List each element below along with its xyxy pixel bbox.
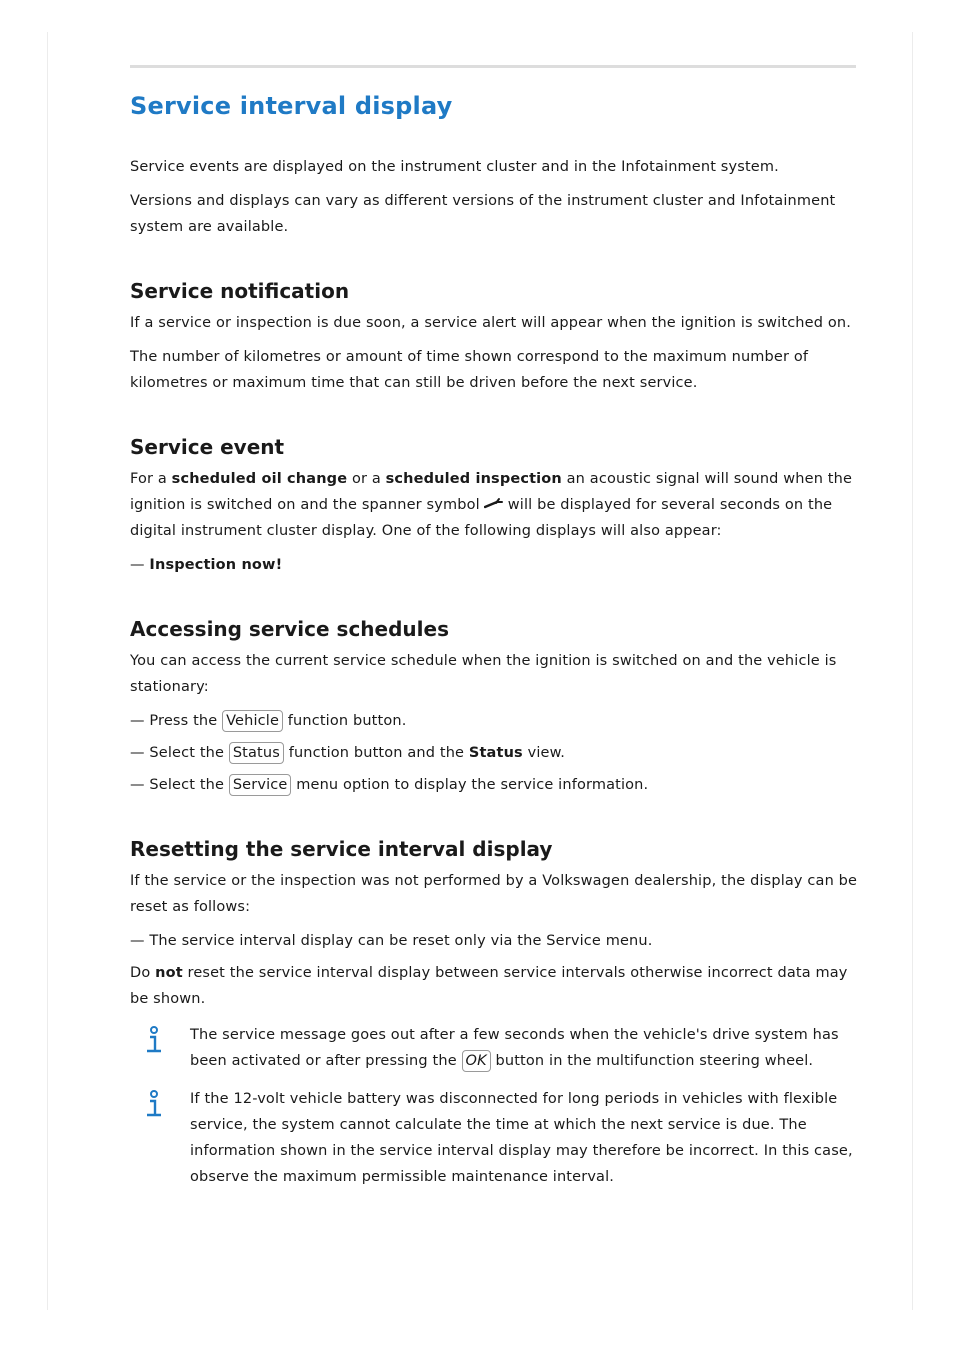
status-key: Status [229, 742, 284, 764]
step-2: — Select the Status function button and the Status view. [130, 740, 860, 766]
notification-paragraph-2: The number of kilometres or amount of time shown correspond to the maximum number of kilometres or maximum time that can still be driven before the next service. [130, 349, 809, 391]
section-heading-event: Service event [130, 435, 285, 459]
intro-paragraph-2: Versions and displays can vary as different versions of the instrument cluster and Infotainment system are available. [130, 193, 836, 235]
note-2 [130, 1086, 860, 1190]
section-heading-resetting: Resetting the service interval display [130, 837, 553, 861]
ok-key: OK [462, 1050, 491, 1072]
page-title: Service interval display [130, 92, 453, 120]
resetting-paragraph-1: If the service or the inspection was not performed by a Volkswagen dealership, the display can be reset as follows: [130, 873, 858, 915]
info-icon [142, 1090, 166, 1120]
event-paragraph: For a scheduled oil change or a scheduled inspection an acoustic signal will sound when the ignition is switched on and the spanner symbol will be displayed for several seconds on the digital instrument cluster display. One of the following displays will also appear: [130, 471, 853, 539]
vehicle-key: Vehicle [222, 710, 283, 732]
event-display-item: — Inspection now! [130, 557, 283, 573]
note-1 [130, 1022, 860, 1074]
step-1: — Press the Vehicle function button. [130, 708, 860, 734]
intro-paragraph-1: Service events are displayed on the instrument cluster and in the Infotainment system. [130, 159, 779, 175]
section-heading-notification: Service notification [130, 279, 350, 303]
notification-paragraph-1: If a service or inspection is due soon, a service alert will appear when the ignition is switched on. [130, 315, 851, 331]
bold-inspection: scheduled inspection [385, 471, 562, 487]
wrench-icon [484, 492, 504, 518]
step-3: — Select the Service menu option to display the service information. [130, 772, 860, 798]
resetting-paragraph-2: Do not reset the service interval display between service intervals otherwise incorrect data may be shown. [130, 965, 848, 1007]
resetting-step: — The service interval display can be reset only via the Service menu. [130, 933, 653, 949]
note-2-text: If the 12-volt vehicle battery was disconnected for long periods in vehicles with flexible service, the system cannot calculate the time at which the next service is due. The information shown in the service interval display may therefore be incorrect. In this case, observe the maximum permissible maintenance interval. [190, 1091, 853, 1185]
accessing-paragraph: You can access the current service schedule when the ignition is switched on and the vehicle is stationary: [130, 653, 837, 695]
page-content [130, 88, 860, 1202]
page-margin-left [47, 32, 48, 1310]
info-icon [142, 1026, 166, 1056]
header-rule [130, 65, 856, 68]
service-key: Service [229, 774, 292, 796]
section-heading-accessing: Accessing service schedules [130, 617, 449, 641]
bold-oil-change: scheduled oil change [171, 471, 348, 487]
page-margin-right [912, 32, 913, 1310]
note-1-text: The service message goes out after a few seconds when the vehicle's drive system has been activated or after pressing the OK button in the multifunction steering wheel. [190, 1022, 860, 1074]
